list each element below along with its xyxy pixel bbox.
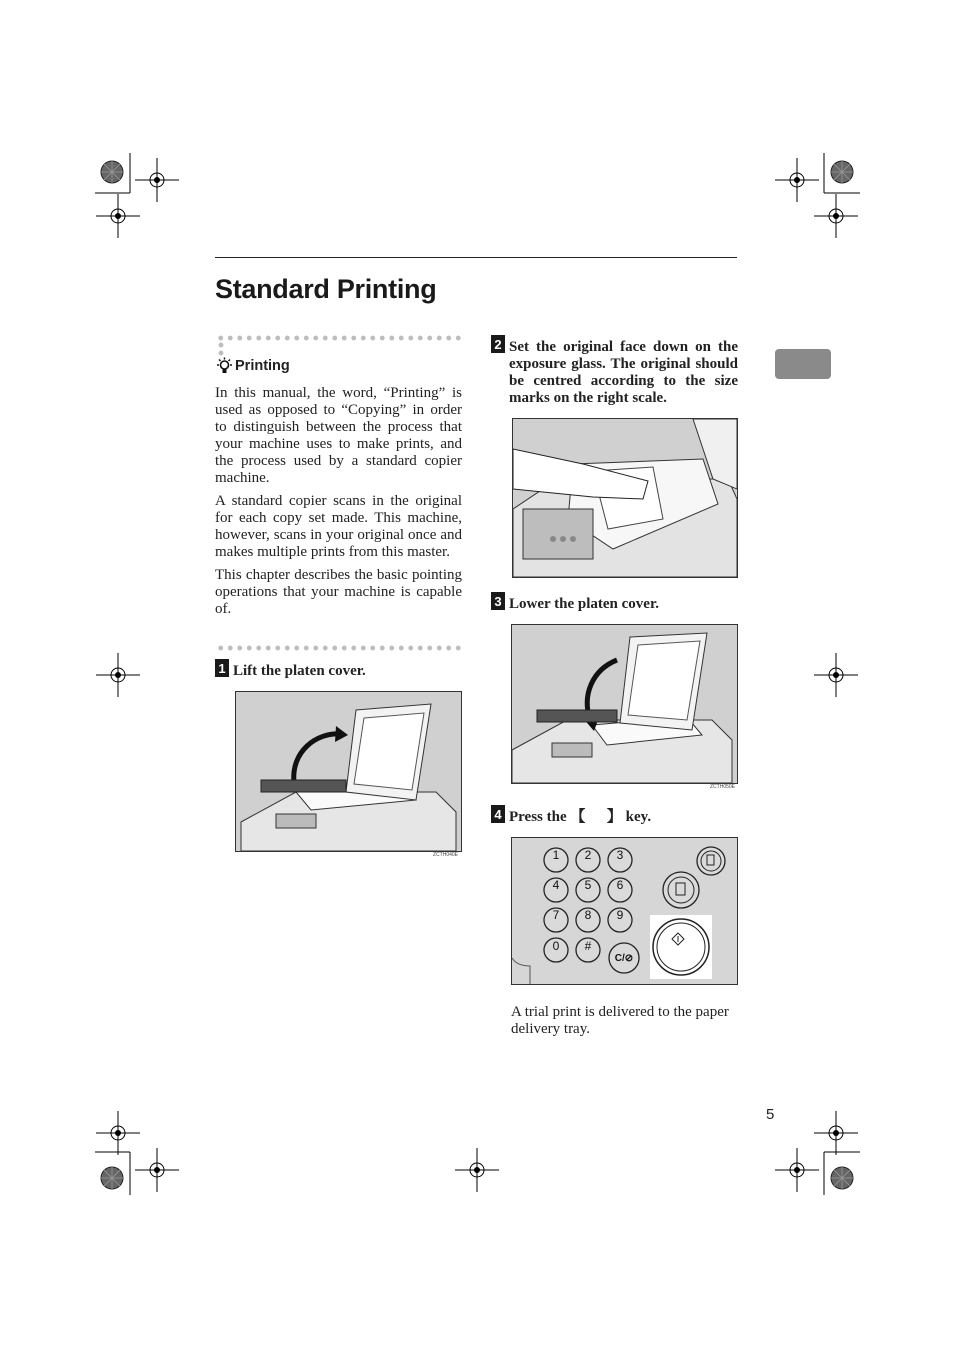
key-bracket-close: 】 — [606, 809, 622, 825]
key-9: 9 — [616, 908, 624, 922]
step-text: Set the original face down on the exposure glass. The original should be centred according to the size marks on the right scale. — [509, 339, 738, 406]
key-4: 4 — [552, 878, 560, 892]
step-4 — [491, 806, 738, 826]
note-paragraph: In this manual, the word, “Printing” is used as opposed to “Copying” in order to distinguish between the process that your machine uses to make prints, and the process used by a standard copier machine. — [215, 385, 462, 486]
figure-code: ZCTH050E — [710, 784, 736, 790]
step-1 — [215, 660, 465, 680]
key-clear: C/⊘ — [614, 953, 634, 964]
note-heading — [216, 357, 290, 375]
figure-lift-cover — [235, 691, 462, 852]
key-1: 1 — [552, 848, 560, 862]
figure-lower-cover — [511, 624, 738, 784]
step-2 — [491, 336, 738, 407]
note-heading-label: Printing — [235, 358, 290, 374]
step-text: Lift the platen cover. — [233, 663, 366, 679]
step-number: 4 — [491, 805, 505, 823]
key-bracket-open: 【 — [570, 809, 586, 825]
figure-set-original — [512, 418, 738, 578]
note-paragraph: A standard copier scans in the original for each copy set made. This machine, however, scans in your original once and makes multiple prints from this master. — [215, 493, 462, 560]
key-hash: # — [584, 939, 592, 953]
step-3 — [491, 593, 738, 613]
step-text-after: key. — [625, 809, 652, 825]
note-paragraph: This chapter describes the basic pointing operations that your machine is capable of. — [215, 567, 462, 617]
key-8: 8 — [584, 908, 592, 922]
note-body — [215, 385, 462, 624]
result-text: A trial print is delivered to the paper delivery tray. — [511, 1004, 729, 1037]
key-6: 6 — [616, 878, 624, 892]
step-number: 1 — [215, 659, 229, 677]
note-top-dots — [216, 335, 464, 341]
header-rule — [215, 257, 737, 258]
page-title: Standard Printing — [215, 274, 437, 304]
page-number: 5 — [766, 1106, 775, 1123]
step-text — [509, 809, 651, 826]
key-2: 2 — [584, 848, 592, 862]
figure-code: ZCTH040E — [433, 852, 459, 858]
figure-keypad — [511, 837, 738, 985]
step-text-before: Press the — [509, 809, 567, 825]
note-bottom-dots — [216, 645, 464, 651]
key-0: 0 — [552, 939, 560, 953]
key-3: 3 — [616, 848, 624, 862]
chapter-tab — [775, 349, 831, 379]
step-text: Lower the platen cover. — [509, 596, 659, 612]
step-number: 3 — [491, 592, 505, 610]
key-7: 7 — [552, 908, 560, 922]
key-5: 5 — [584, 878, 592, 892]
step-number: 2 — [491, 335, 505, 353]
lightbulb-icon — [216, 357, 233, 375]
